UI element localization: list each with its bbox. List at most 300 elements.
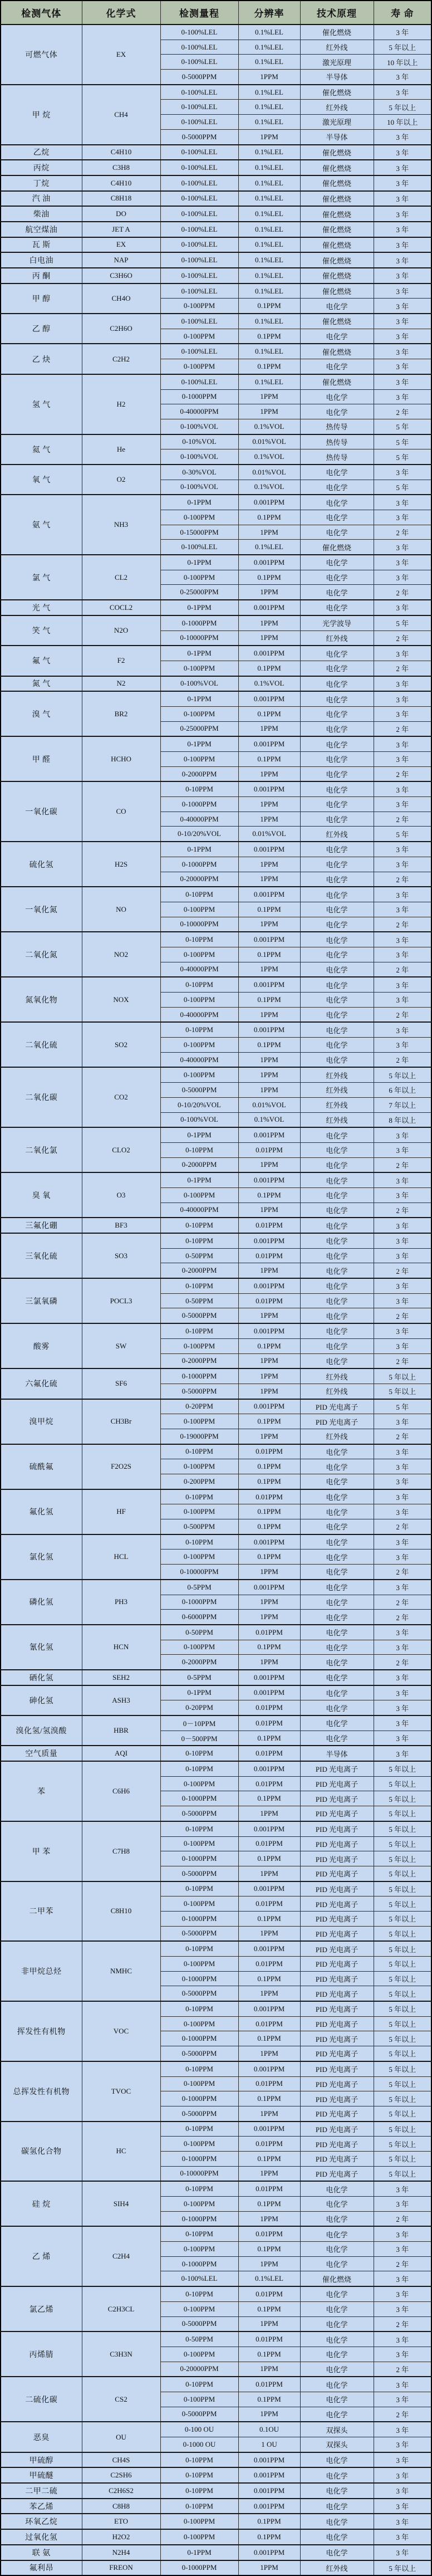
formula-cell: HBR <box>82 1715 160 1746</box>
lifespan-cell: 3 年 <box>374 752 431 767</box>
principle-cell: 电化学 <box>300 2499 374 2514</box>
resolution-cell: 0.1%LEL <box>238 252 300 268</box>
formula-cell: C8H18 <box>82 191 160 207</box>
resolution-cell: 0.01PPM <box>238 2076 300 2091</box>
formula-cell: N2O <box>82 615 160 646</box>
table-row <box>1 600 431 615</box>
lifespan-cell: 3 年 <box>374 600 431 615</box>
range-cell: 0-10PPM <box>160 2122 238 2137</box>
lifespan-cell: 3 年 <box>374 1172 431 1187</box>
gas-name-cell: 硫酰氟 <box>1 1444 82 1489</box>
principle-cell: PID 光电离子 <box>300 2076 374 2091</box>
header-formula: 化学式 <box>82 1 160 25</box>
principle-cell: 电化学 <box>300 1731 374 1746</box>
table-row <box>1 1444 431 1459</box>
resolution-cell: 0.1PPM <box>238 2091 300 2106</box>
range-cell: 0-10PPM <box>160 2001 238 2016</box>
gas-name-cell: 氟利昂 <box>1 2560 82 2576</box>
formula-cell: O2 <box>82 465 160 495</box>
table-row <box>1 676 431 692</box>
lifespan-cell: 5 年以上 <box>374 2560 431 2576</box>
resolution-cell: 0.1%VOL <box>238 480 300 495</box>
principle-cell: 热传导 <box>300 449 374 465</box>
principle-cell: 电化学 <box>300 2301 374 2316</box>
principle-cell: 红外线 <box>300 630 374 646</box>
range-cell: 0-100PPM <box>160 2076 238 2091</box>
resolution-cell: 1PPM <box>238 872 300 887</box>
gas-name-cell: 丙 酮 <box>1 268 82 283</box>
spec-table-body <box>1 25 431 2575</box>
gas-name-cell: 乙 烯 <box>1 2226 82 2286</box>
range-cell: 0-10PPM <box>160 2286 238 2301</box>
formula-cell: BR2 <box>82 691 160 736</box>
range-cell: 0-10PPM <box>160 2226 238 2241</box>
resolution-cell: 1PPM <box>238 766 300 781</box>
lifespan-cell: 3 年 <box>374 389 431 404</box>
lifespan-cell: 3 年 <box>374 1444 431 1459</box>
range-cell: 0-100PPM <box>160 1504 238 1519</box>
range-cell: 0-5000PPM <box>160 1926 238 1941</box>
lifespan-cell: 3 年 <box>374 1715 431 1731</box>
range-cell: 0－10PPM <box>160 1715 238 1731</box>
lifespan-cell: 5 年以上 <box>374 2046 431 2061</box>
table-row <box>1 1534 431 1549</box>
principle-cell: 电化学 <box>300 2529 374 2545</box>
principle-cell: 电化学 <box>300 2392 374 2407</box>
header-principle: 技术原理 <box>300 1 374 25</box>
lifespan-cell: 5 年 <box>374 449 431 465</box>
range-cell: 0-5000PPM <box>160 2316 238 2331</box>
lifespan-cell: 3 年 <box>374 1293 431 1308</box>
resolution-cell: 0.01%VOL <box>238 434 300 449</box>
resolution-cell: 0.1PPM <box>238 2031 300 2046</box>
principle-cell: 红外线 <box>300 1083 374 1098</box>
lifespan-cell: 3 年 <box>374 2499 431 2514</box>
table-row <box>1 206 431 222</box>
range-cell: 0-100%LEL <box>160 252 238 268</box>
principle-cell: 电化学 <box>300 2256 374 2271</box>
lifespan-cell: 2 年 <box>374 962 431 977</box>
range-cell: 0-5000PPM <box>160 70 238 85</box>
table-row <box>1 1323 431 1338</box>
resolution-cell: 0.1PPM <box>238 1549 300 1565</box>
table-row <box>1 1067 431 1082</box>
resolution-cell: 0.01PPM <box>238 1444 300 1459</box>
lifespan-cell: 3 年 <box>374 2422 431 2437</box>
principle-cell: 电化学 <box>300 962 374 977</box>
principle-cell: 电化学 <box>300 510 374 525</box>
range-cell: 0-1PPM <box>160 1172 238 1187</box>
resolution-cell: 0.1%VOL <box>238 419 300 434</box>
principle-cell: 电化学 <box>300 555 374 570</box>
range-cell: 0-1000PPM <box>160 1971 238 1986</box>
range-cell: 0-20000PPM <box>160 872 238 887</box>
resolution-cell: 0.01PPM <box>238 1715 300 1731</box>
range-cell: 0-2000PPM <box>160 1655 238 1670</box>
table-row <box>1 1881 431 1896</box>
range-cell: 0-5PPM <box>160 1670 238 1685</box>
lifespan-cell: 3 年 <box>374 495 431 510</box>
principle-cell: PID 光电离子 <box>300 1851 374 1866</box>
principle-cell: 电化学 <box>300 1474 374 1489</box>
formula-cell: C2H3CL <box>82 2286 160 2331</box>
resolution-cell: 0.001PPM <box>238 1580 300 1595</box>
resolution-cell: 0.1PPM <box>238 706 300 721</box>
formula-cell: C4H10 <box>82 145 160 160</box>
lifespan-cell: 2 年 <box>374 766 431 781</box>
principle-cell: 电化学 <box>300 1459 374 1474</box>
resolution-cell: 0.01PPM <box>238 2181 300 2196</box>
range-cell: 0-100%LEL <box>160 175 238 191</box>
principle-cell: PID 光电离子 <box>300 2061 374 2076</box>
principle-cell: 催化燃烧 <box>300 222 374 237</box>
range-cell: 0-5000PPM <box>160 2106 238 2121</box>
principle-cell: 电化学 <box>300 1700 374 1715</box>
resolution-cell: 0.1PPM <box>238 947 300 962</box>
principle-cell: 电化学 <box>300 736 374 751</box>
resolution-cell: 1PPM <box>238 1565 300 1580</box>
resolution-cell: 0.01PPM <box>238 1700 300 1715</box>
table-row <box>1 1022 431 1037</box>
resolution-cell: 1PPM <box>238 857 300 872</box>
formula-cell: OU <box>82 2422 160 2452</box>
principle-cell: 电化学 <box>300 1338 374 1353</box>
principle-cell: 电化学 <box>300 299 374 314</box>
lifespan-cell: 3 年 <box>374 2529 431 2545</box>
range-cell: 0-10PPM <box>160 1323 238 1338</box>
range-cell: 0-100PPM <box>160 1414 238 1429</box>
principle-cell: 催化燃烧 <box>300 191 374 207</box>
resolution-cell: 1PPM <box>238 1157 300 1172</box>
range-cell: 0-100PPM <box>160 1640 238 1655</box>
table-row <box>1 2529 431 2545</box>
lifespan-cell: 5 年 <box>374 1399 431 1414</box>
formula-cell: HCL <box>82 1534 160 1580</box>
range-cell: 0-20000PPM <box>160 2362 238 2377</box>
lifespan-cell: 5 年以上 <box>374 1067 431 1082</box>
resolution-cell: 0.1%LEL <box>238 191 300 207</box>
resolution-cell: 0.01PPM <box>238 1248 300 1263</box>
range-cell: 0-2000PPM <box>160 1263 238 1278</box>
principle-cell: 电化学 <box>300 691 374 706</box>
table-row <box>1 1368 431 1384</box>
lifespan-cell: 3 年 <box>374 555 431 570</box>
gas-name-cell: 氧 气 <box>1 465 82 495</box>
resolution-cell: 1PPM <box>238 1429 300 1444</box>
range-cell: 0-5PPM <box>160 1580 238 1595</box>
resolution-cell: 0.1%VOL <box>238 1112 300 1127</box>
principle-cell: 催化燃烧 <box>300 2271 374 2286</box>
resolution-cell: 0.1%LEL <box>238 115 300 130</box>
resolution-cell: 0.1PPM <box>238 329 300 344</box>
gas-name-cell: 二氧化氯 <box>1 1127 82 1172</box>
gas-name-cell: 氯 气 <box>1 555 82 600</box>
table-row <box>1 495 431 510</box>
lifespan-cell: 3 年 <box>374 2271 431 2286</box>
resolution-cell: 0.1PPM <box>238 2151 300 2166</box>
lifespan-cell: 3 年 <box>374 2392 431 2407</box>
table-row <box>1 25 431 40</box>
principle-cell: 电化学 <box>300 1534 374 1549</box>
resolution-cell: 0.1%LEL <box>238 344 300 359</box>
gas-name-cell: 笑 气 <box>1 615 82 646</box>
principle-cell: 激光原理 <box>300 55 374 70</box>
table-row <box>1 1625 431 1640</box>
lifespan-cell: 3 年 <box>374 191 431 207</box>
table-row <box>1 2452 431 2468</box>
lifespan-cell: 3 年 <box>374 252 431 268</box>
table-row <box>1 1218 431 1233</box>
range-cell: 0-10PPM <box>160 1881 238 1896</box>
resolution-cell: 0.001PPM <box>238 1022 300 1037</box>
lifespan-cell: 3 年 <box>374 1278 431 1293</box>
lifespan-cell: 5 年以上 <box>374 2151 431 2166</box>
resolution-cell: 1PPM <box>238 129 300 144</box>
formula-cell: TVOC <box>82 2061 160 2122</box>
range-cell: 0-10PPM <box>160 2377 238 2392</box>
principle-cell: PID 光电离子 <box>300 1414 374 1429</box>
principle-cell: 电化学 <box>300 389 374 404</box>
range-cell: 0-1PPM <box>160 495 238 510</box>
range-cell: 0-15000PPM <box>160 525 238 540</box>
principle-cell: 电化学 <box>300 465 374 480</box>
principle-cell: PID 光电离子 <box>300 1399 374 1414</box>
principle-cell: 电化学 <box>300 1489 374 1504</box>
table-row <box>1 977 431 992</box>
gas-name-cell: 苯乙烯 <box>1 2499 82 2514</box>
lifespan-cell: 3 年 <box>374 1187 431 1203</box>
formula-cell: N2 <box>82 676 160 692</box>
range-cell: 0-10PPM <box>160 2452 238 2468</box>
gas-name-cell: 甲 醛 <box>1 736 82 781</box>
principle-cell: PID 光电离子 <box>300 1911 374 1926</box>
principle-cell: PID 光电离子 <box>300 1836 374 1851</box>
formula-cell: HCHO <box>82 736 160 781</box>
range-cell: 0-100%LEL <box>160 100 238 115</box>
resolution-cell: 1PPM <box>238 70 300 85</box>
resolution-cell: 0.1PPM <box>238 2347 300 2362</box>
range-cell: 0-10PPM <box>160 977 238 992</box>
resolution-cell: 0.1%LEL <box>238 540 300 555</box>
range-cell: 0-10000PPM <box>160 2166 238 2181</box>
principle-cell: 电化学 <box>300 2316 374 2331</box>
gas-name-cell: 光 气 <box>1 600 82 615</box>
principle-cell: 电化学 <box>300 1580 374 1595</box>
resolution-cell: 1PPM <box>238 1926 300 1941</box>
resolution-cell: 0.1PPM <box>238 1971 300 1986</box>
range-cell: 0-5000PPM <box>160 2046 238 2061</box>
range-cell: 0-100PPM <box>160 329 238 344</box>
formula-cell: ASH3 <box>82 1685 160 1715</box>
principle-cell: 电化学 <box>300 977 374 992</box>
resolution-cell: 1PPM <box>238 917 300 932</box>
formula-cell: CH4S <box>82 2452 160 2468</box>
lifespan-cell: 2 年 <box>374 525 431 540</box>
table-row <box>1 465 431 480</box>
resolution-cell: 1PPM <box>238 2046 300 2061</box>
resolution-cell: 0.01PPM <box>238 1776 300 1791</box>
gas-name-cell: 六氟化硫 <box>1 1368 82 1399</box>
principle-cell: 电化学 <box>300 1263 374 1278</box>
table-row <box>1 2560 431 2576</box>
principle-cell: 催化燃烧 <box>300 540 374 555</box>
table-row <box>1 222 431 237</box>
gas-name-cell: 甲 醇 <box>1 283 82 314</box>
formula-cell: F2O2S <box>82 1444 160 1489</box>
principle-cell: PID 光电离子 <box>300 1881 374 1896</box>
principle-cell: 电化学 <box>300 917 374 932</box>
resolution-cell: 0.1PPM <box>238 1414 300 1429</box>
resolution-cell: 1PPM <box>238 2166 300 2181</box>
resolution-cell: 1PPM <box>238 1986 300 2001</box>
resolution-cell: 0.1%LEL <box>238 175 300 191</box>
gas-name-cell: 砷化氢 <box>1 1685 82 1715</box>
resolution-cell: 0.01PPM <box>238 1836 300 1851</box>
lifespan-cell: 2 年 <box>374 2256 431 2271</box>
resolution-cell: 0.001PPM <box>238 1881 300 1896</box>
lifespan-cell: 5 年以上 <box>374 2016 431 2031</box>
principle-cell: PID 光电离子 <box>300 1866 374 1881</box>
principle-cell: 电化学 <box>300 766 374 781</box>
resolution-cell: 0.001PPM <box>238 555 300 570</box>
header-row <box>1 1 431 25</box>
principle-cell: 电化学 <box>300 721 374 736</box>
resolution-cell: 0.1PPM <box>238 1187 300 1203</box>
range-cell: 0-100%LEL <box>160 191 238 207</box>
range-cell: 0-100%LEL <box>160 145 238 160</box>
range-cell: 0-1000PPM <box>160 1791 238 1806</box>
range-cell: 0-10/20%VOL <box>160 827 238 842</box>
resolution-cell: 0.001PPM <box>238 1761 300 1776</box>
range-cell: 0-50PPM <box>160 1293 238 1308</box>
lifespan-cell: 2 年 <box>374 872 431 887</box>
lifespan-cell: 3 年 <box>374 314 431 329</box>
lifespan-cell: 3 年 <box>374 1746 431 1761</box>
resolution-cell: 1PPM <box>238 2407 300 2422</box>
table-row <box>1 2483 431 2499</box>
resolution-cell: 0.001PPM <box>238 646 300 661</box>
formula-cell: C3H3N <box>82 2331 160 2377</box>
resolution-cell: 0.001PPM <box>238 781 300 796</box>
range-cell: 0-10PPM <box>160 1444 238 1459</box>
resolution-cell: 0.001PPM <box>238 2483 300 2499</box>
gas-name-cell: 溴甲烷 <box>1 1399 82 1444</box>
principle-cell: 电化学 <box>300 1278 374 1293</box>
principle-cell: 光学波导 <box>300 615 374 630</box>
resolution-cell: 0.1PPM <box>238 359 300 374</box>
lifespan-cell: 3 年 <box>374 2483 431 2499</box>
resolution-cell: 0.1OU <box>238 2422 300 2437</box>
gas-name-cell: 甲硫醇 <box>1 2452 82 2468</box>
resolution-cell: 1PPM <box>238 585 300 600</box>
gas-name-cell: 瓦 斯 <box>1 237 82 253</box>
gas-name-cell: 硅 烷 <box>1 2181 82 2226</box>
range-cell: 0-100PPM <box>160 570 238 585</box>
lifespan-cell: 2 年 <box>374 1595 431 1610</box>
lifespan-cell: 3 年 <box>374 781 431 796</box>
range-cell: 0-40000PPM <box>160 812 238 827</box>
lifespan-cell: 3 年 <box>374 374 431 389</box>
lifespan-cell: 5 年以上 <box>374 1957 431 1972</box>
resolution-cell: 1PPM <box>238 721 300 736</box>
range-cell: 0-100PPM <box>160 1549 238 1565</box>
principle-cell: 电化学 <box>300 1293 374 1308</box>
range-cell: 0-100%LEL <box>160 344 238 359</box>
lifespan-cell: 2 年 <box>374 2211 431 2226</box>
formula-cell: CO <box>82 781 160 842</box>
principle-cell: 电化学 <box>300 1565 374 1580</box>
formula-cell: EX <box>82 25 160 85</box>
table-row <box>1 1746 431 1761</box>
table-row <box>1 2467 431 2483</box>
resolution-cell: 0.1PPM <box>238 2197 300 2212</box>
range-cell: 0-10PPM <box>160 932 238 947</box>
lifespan-cell: 3 年 <box>374 947 431 962</box>
lifespan-cell: 3 年 <box>374 1670 431 1685</box>
principle-cell: 红外线 <box>300 827 374 842</box>
principle-cell: 电化学 <box>300 2467 374 2483</box>
range-cell: 0-40000PPM <box>160 962 238 977</box>
lifespan-cell: 2 年 <box>374 1353 431 1368</box>
principle-cell: 电化学 <box>300 600 374 615</box>
principle-cell: PID 光电离子 <box>300 2137 374 2152</box>
resolution-cell: 0.1%LEL <box>238 100 300 115</box>
lifespan-cell: 3 年 <box>374 1323 431 1338</box>
formula-cell: EX <box>82 237 160 253</box>
principle-cell: 红外线 <box>300 1067 374 1082</box>
resolution-cell: 0.1PPM <box>238 1731 300 1746</box>
table-row <box>1 555 431 570</box>
range-cell: 0-100%LEL <box>160 268 238 283</box>
lifespan-cell: 5 年以上 <box>374 100 431 115</box>
principle-cell: 电化学 <box>300 1685 374 1700</box>
lifespan-cell: 5 年以上 <box>374 2061 431 2076</box>
lifespan-cell: 3 年 <box>374 540 431 555</box>
lifespan-cell: 2 年 <box>374 1203 431 1218</box>
lifespan-cell: 10 年以上 <box>374 115 431 130</box>
lifespan-cell: 2 年 <box>374 585 431 600</box>
lifespan-cell: 3 年 <box>374 2197 431 2212</box>
range-cell: 0-100PPM <box>160 1776 238 1791</box>
lifespan-cell: 3 年 <box>374 206 431 222</box>
range-cell: 0-100%LEL <box>160 206 238 222</box>
gas-name-cell: 氨 气 <box>1 495 82 555</box>
resolution-cell: 0.001PPM <box>238 1685 300 1700</box>
principle-cell: 电化学 <box>300 2407 374 2422</box>
lifespan-cell: 3 年 <box>374 1233 431 1248</box>
range-cell: 0-1000PPM <box>160 2151 238 2166</box>
lifespan-cell: 6 年以上 <box>374 1083 431 1098</box>
resolution-cell: 0.01PPM <box>238 1293 300 1308</box>
range-cell: 0-100PPM <box>160 510 238 525</box>
range-cell: 0-500PPM <box>160 1519 238 1534</box>
table-row <box>1 646 431 661</box>
principle-cell: PID 光电离子 <box>300 2151 374 2166</box>
resolution-cell: 0.001PPM <box>238 1399 300 1414</box>
resolution-cell: 0.1PPM <box>238 1911 300 1926</box>
formula-cell: C2SH6 <box>82 2467 160 2483</box>
lifespan-cell: 2 年 <box>374 2407 431 2422</box>
formula-cell: CH4O <box>82 283 160 314</box>
lifespan-cell: 2 年 <box>374 812 431 827</box>
range-cell: 0-100 OU <box>160 2422 238 2437</box>
principle-cell: PID 光电离子 <box>300 1986 374 2001</box>
range-cell: 0-100PPM <box>160 2137 238 2152</box>
range-cell: 0-1000PPM <box>160 797 238 812</box>
resolution-cell: 1PPM <box>238 1866 300 1881</box>
lifespan-cell: 3 年 <box>374 706 431 721</box>
principle-cell: 电化学 <box>300 1157 374 1172</box>
